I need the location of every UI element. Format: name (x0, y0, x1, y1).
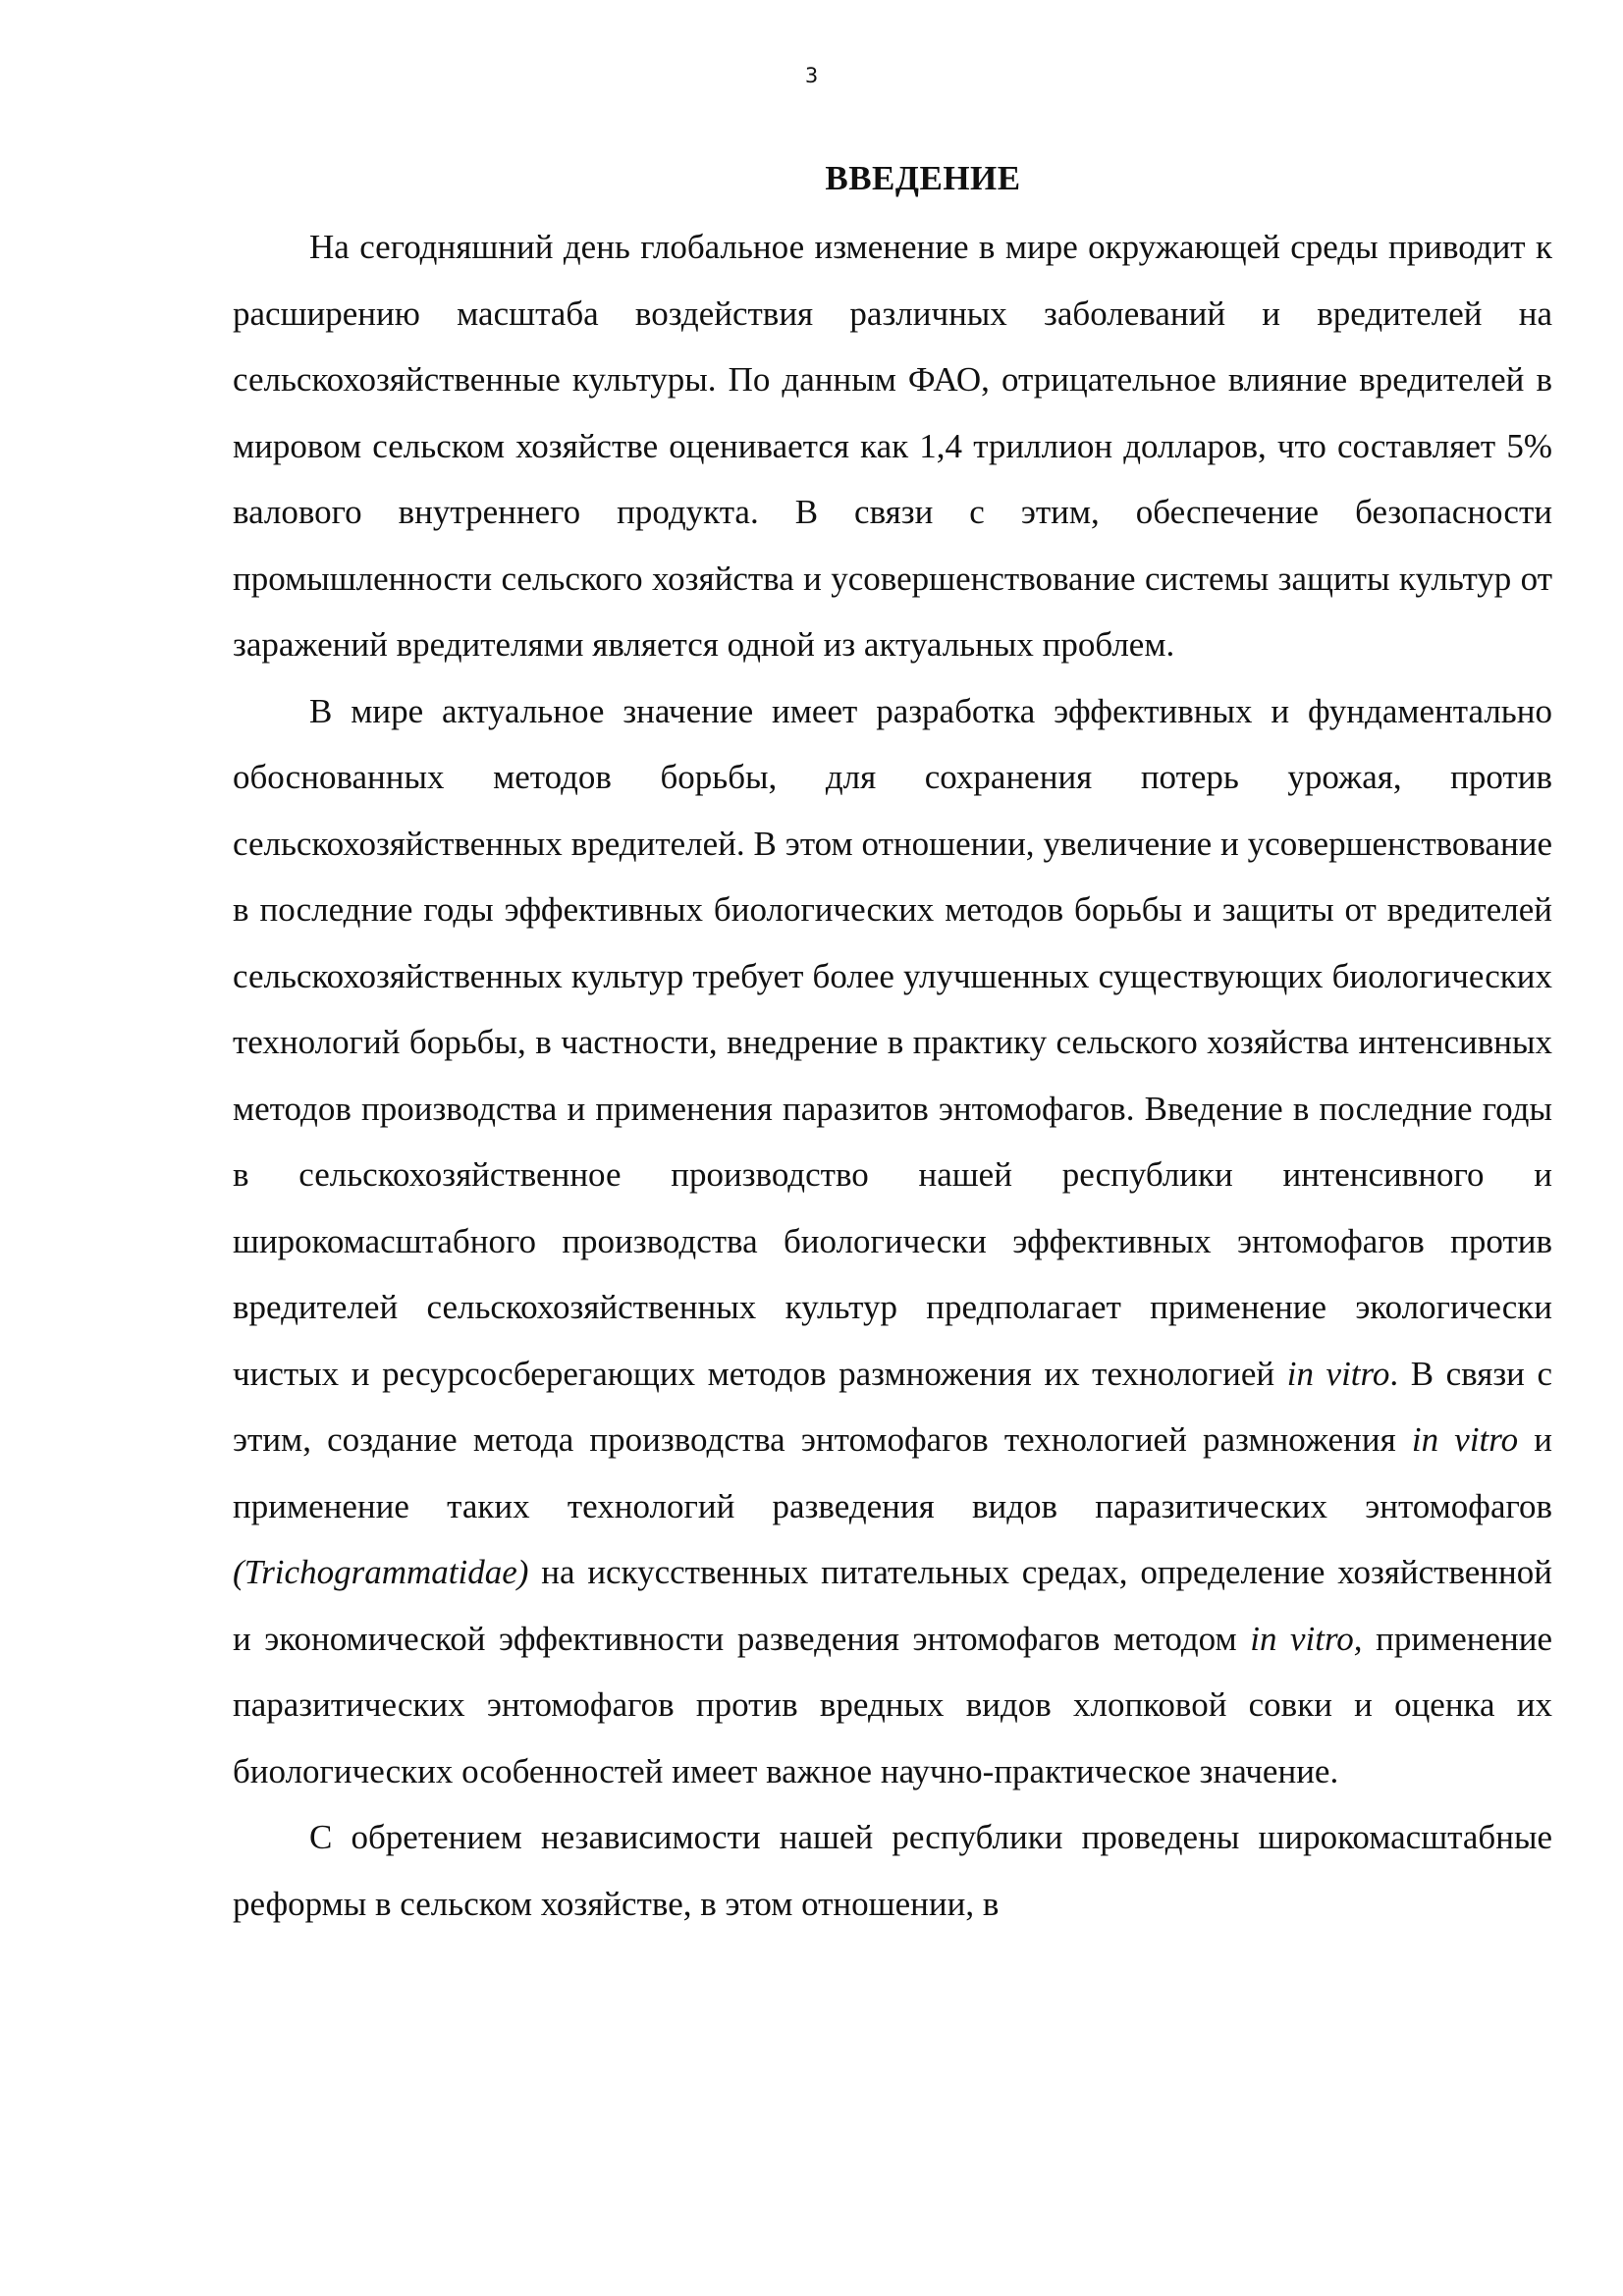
paragraph-text: применение паразитических энтомофагов против вредных видов хлопковой совки и оценка их биологических особенностей имеет важное научно-практическое значение. (233, 1619, 1552, 1790)
paragraph-text: В мире актуальное значение имеет разработка эффективных и фундаментально обоснованных методов борьбы, для сохранения потерь урожая, против сельскохозяйственных вредителей. В этом отношении, увеличение и усовершенствование в последние годы эффективных биологических методов борьбы и защиты от вредителей сельскохозяйственных культур требует более улучшенных существующих биологических технологий борьбы, в частности, внедрение в практику сельского хозяйства интенсивных методов производства и применения паразитов энтомофагов. Введение в последние годы в сельскохозяйственное производство нашей республики интенсивного и широкомасштабного производства биологически эффективных энтомофагов против вредителей сельскохозяйственных культур предполагает применение экологически чистых и ресурсосберегающих методов размножения их технологией (233, 691, 1552, 1393)
paragraph-1 (233, 214, 1552, 678)
page-number: 3 (804, 64, 819, 87)
paragraph-text: . В связи с этим, создание метода производства энтомофагов технологией размножения (233, 1354, 1553, 1459)
italic-term: (Trichogrammatidae) (233, 1553, 529, 1591)
paragraph-3 (233, 1804, 1552, 1937)
paragraph-text: на искусственных питательных средах, определение хозяйственной и экономической эффективности разведения энтомофагов методом (233, 1553, 1552, 1658)
paragraph-text: С обретением независимости нашей республики проведены широкомасштабные реформы в сельском хозяйстве, в этом отношении, в (233, 1818, 1552, 1923)
italic-term: in vitro (1411, 1420, 1519, 1459)
italic-term: in vitro (1286, 1354, 1390, 1393)
section-heading: ВВЕДЕНИЕ (825, 159, 1021, 197)
paragraph-2 (233, 678, 1552, 1805)
italic-term: in vitro, (1250, 1619, 1363, 1658)
document-body (233, 153, 1552, 1937)
paragraph-text: На сегодняшний день глобальное изменение в мире окружающей среды приводит к расширению масштаба воздействия различных заболеваний и вредителей на сельскохозяйственные культуры. По данным ФАО, отрицательное влияние вредителей в мировом сельском хозяйстве оценивается как 1,4 триллион долларов, что составляет 5% валового внутреннего продукта. В связи с этим, обеспечение безопасности промышленности сельского хозяйства и усовершенствование системы защиты культур от заражений вредителями является одной из актуальных проблем. (233, 228, 1552, 664)
paragraph-text: и применение таких технологий разведения видов паразитических энтомофагов (233, 1420, 1553, 1525)
